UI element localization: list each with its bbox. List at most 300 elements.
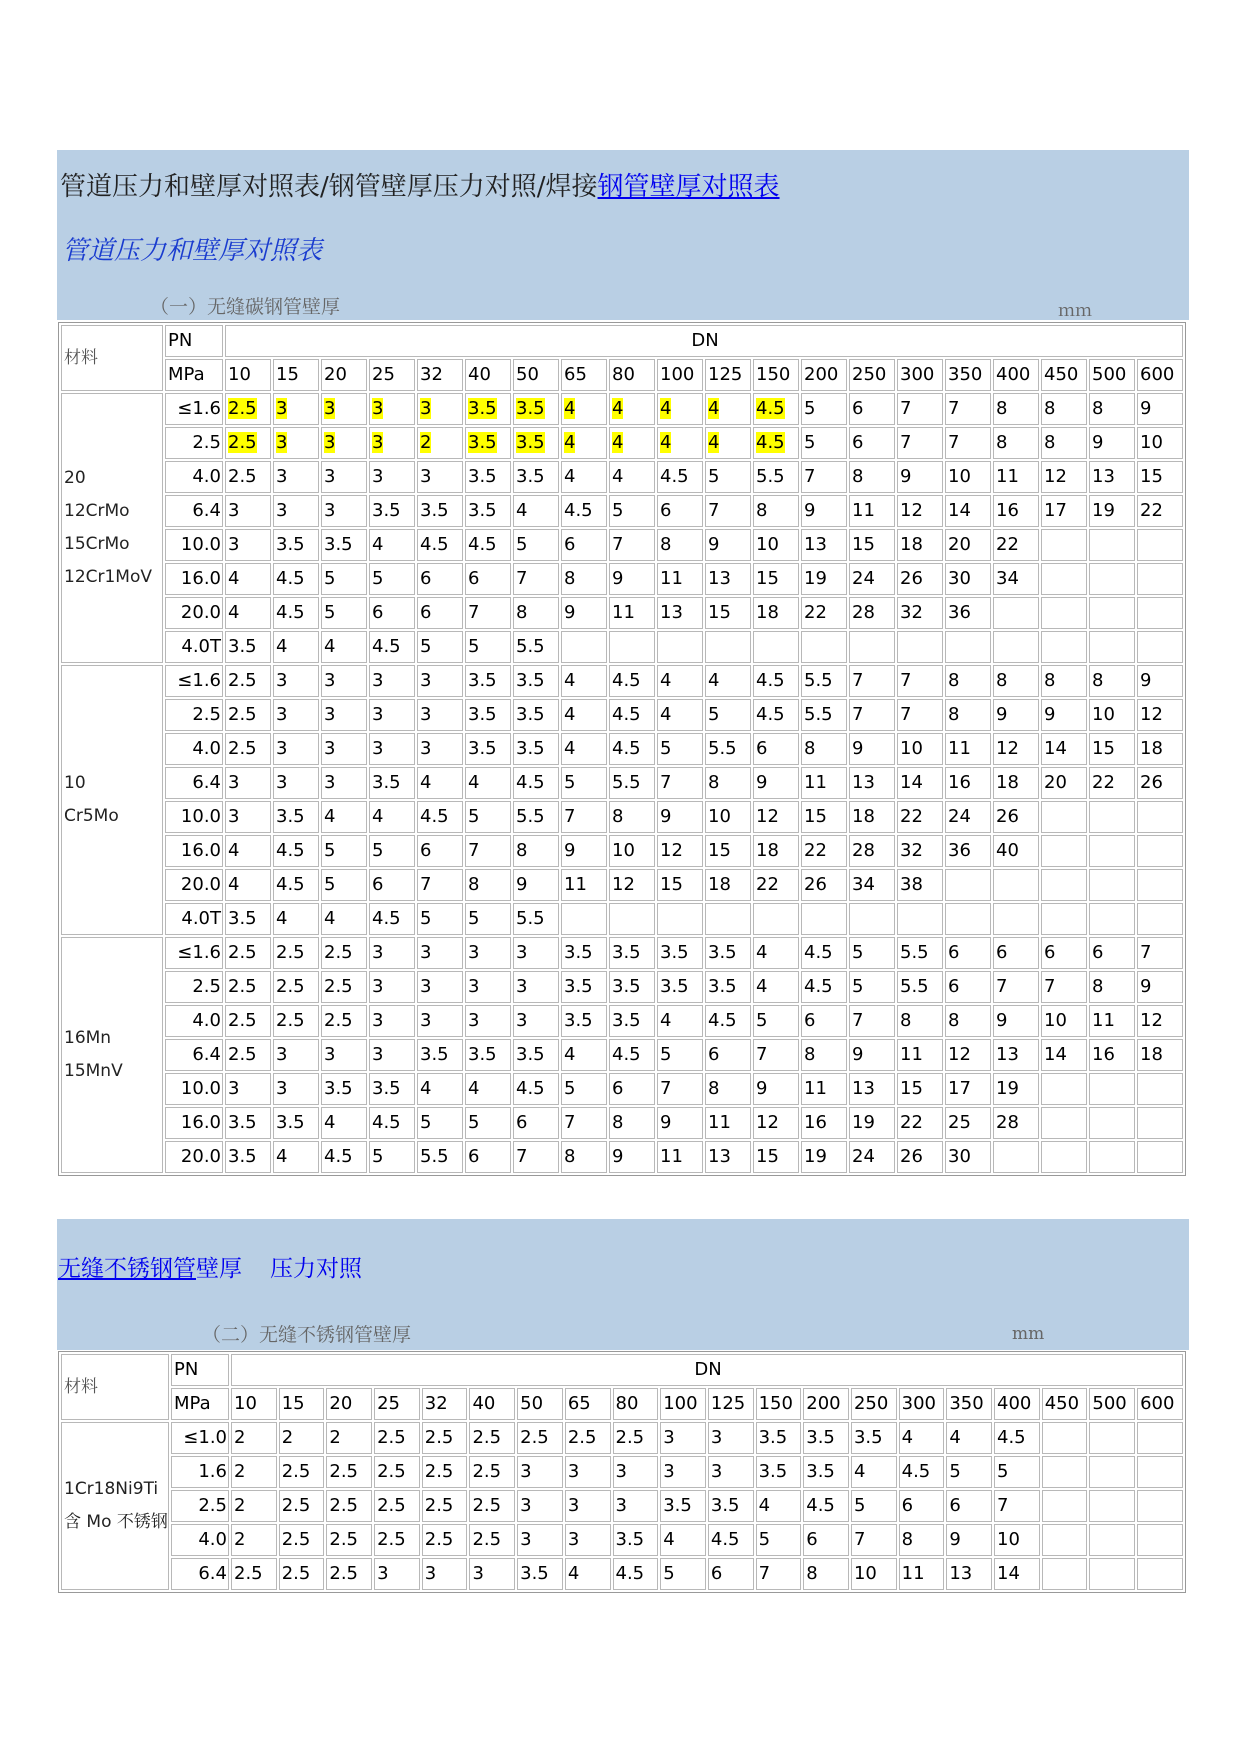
value-cell: 3.5 [561,971,607,1003]
value-cell: 4.5 [417,801,463,833]
dn-header-cell: 200 [803,1388,849,1420]
value-cell [705,393,751,425]
value-cell: 5 [513,529,559,561]
value-cell: 5 [849,937,895,969]
table-row [61,699,1183,731]
value-cell: 10 [705,801,751,833]
value-cell [225,427,271,459]
pn-cell: 16.0 [165,1107,223,1139]
value-cell: 12 [1137,1005,1183,1037]
value-cell: 20 [1041,767,1087,799]
value-cell: 4.5 [465,529,511,561]
value-cell: 3.5 [561,937,607,969]
value-cell: 3 [422,1558,468,1590]
pn-cell: ≤1.0 [171,1422,229,1454]
value-cell: 5.5 [897,971,943,1003]
value-cell: 13 [849,1073,895,1105]
value-cell: 11 [801,767,847,799]
value-cell: 6 [609,1073,655,1105]
pn-cell: 2.5 [165,699,223,731]
value-cell: 3 [369,699,415,731]
table-row [61,1490,1183,1522]
value-cell [1137,529,1183,561]
value-cell [369,427,415,459]
value-cell: 3.5 [417,495,463,527]
value-cell: 2.5 [422,1490,468,1522]
value-cell: 34 [849,869,895,901]
value-cell: 8 [657,529,703,561]
pn-cell: 6.4 [165,767,223,799]
dn-header-cell: 350 [945,359,991,391]
value-cell: 8 [705,767,751,799]
value-cell: 5 [417,1107,463,1139]
value-cell: 5 [801,393,847,425]
value-cell: 8 [945,1005,991,1037]
value-cell: 2 [231,1422,277,1454]
value-cell: 2.5 [326,1456,372,1488]
value-cell: 4 [660,1524,706,1556]
value-cell: 3 [517,1524,563,1556]
value-cell: 3.5 [657,937,703,969]
value-cell: 3 [369,1039,415,1071]
value-highlight: 3 [372,432,384,453]
page-title-prefix: 管道压力和壁厚对照表/钢管壁厚压力对照/焊接 [60,172,598,202]
carbon-steel-wall-thickness-table [58,322,1186,1176]
value-cell: 9 [849,733,895,765]
value-cell: 3.5 [225,1141,271,1173]
value-cell: 3 [417,461,463,493]
value-cell: 5 [465,801,511,833]
value-cell: 12 [945,1039,991,1071]
value-highlight: 4 [708,432,720,453]
value-highlight: 4.5 [756,432,785,453]
value-cell: 8 [513,597,559,629]
value-cell: 32 [897,835,943,867]
section2-title [58,1250,362,1283]
value-cell: 5.5 [801,665,847,697]
value-cell [1137,597,1183,629]
value-cell: 15 [705,835,751,867]
value-cell: 19 [801,1141,847,1173]
value-cell: 9 [849,1039,895,1071]
dn-header-cell: 250 [851,1388,897,1420]
value-cell: 2.5 [279,1456,325,1488]
dn-header-cell: 20 [321,359,367,391]
table-row [61,1558,1183,1590]
pn-cell: 4.0T [165,903,223,935]
value-cell: 8 [1089,665,1135,697]
value-cell [1089,631,1135,663]
value-cell: 2.5 [321,971,367,1003]
value-cell: 3.5 [465,495,511,527]
value-highlight: 4 [660,398,672,419]
value-cell: 5.5 [705,733,751,765]
value-cell: 6 [369,597,415,629]
material-name: Cr5Mo [64,806,119,826]
value-cell: 5.5 [897,937,943,969]
value-cell [1137,1073,1183,1105]
value-cell: 3.5 [225,1107,271,1139]
value-cell: 16 [945,767,991,799]
value-cell [561,631,607,663]
value-cell: 8 [801,733,847,765]
value-cell: 5 [417,903,463,935]
value-cell [753,393,799,425]
pn-cell: 4.0 [171,1524,229,1556]
dn-header-cell: 600 [1137,1388,1183,1420]
value-cell: 8 [1041,393,1087,425]
value-cell: 30 [945,1141,991,1173]
value-cell: 2.5 [422,1524,468,1556]
dn-header-cell: 200 [801,359,847,391]
value-cell: 3.5 [756,1456,802,1488]
value-cell: 3 [374,1558,420,1590]
value-cell: 11 [993,461,1039,493]
value-cell [1137,903,1183,935]
value-cell: 4 [657,699,703,731]
table-row [61,801,1183,833]
value-cell: 6 [945,937,991,969]
dn-header-cell: 400 [993,359,1039,391]
value-cell [1089,903,1135,935]
value-cell [1137,835,1183,867]
value-cell: 4.5 [613,1558,659,1590]
table-row [61,461,1183,493]
value-cell: 3.5 [417,1039,463,1071]
table-row [61,937,1183,969]
value-cell [369,393,415,425]
value-cell: 4 [273,631,319,663]
value-cell: 7 [657,1073,703,1105]
value-cell: 12 [753,801,799,833]
value-cell: 13 [657,597,703,629]
value-cell: 2.5 [326,1490,372,1522]
value-cell: 2.5 [279,1524,325,1556]
value-cell: 3.5 [273,1107,319,1139]
value-highlight: 4 [612,398,624,419]
value-cell: 10 [1089,699,1135,731]
value-cell: 6 [899,1490,945,1522]
value-cell: 3 [273,1039,319,1071]
table-row [61,835,1183,867]
value-cell: 3 [465,971,511,1003]
value-cell [609,393,655,425]
value-cell: 3 [321,767,367,799]
value-cell: 4 [753,937,799,969]
table1-unit: ｍｍ [1058,301,1092,321]
value-cell: 4 [705,665,751,697]
value-cell: 9 [609,563,655,595]
value-cell: 7 [993,971,1039,1003]
value-cell [273,427,319,459]
value-cell [1041,1107,1087,1139]
dn-header-cell: 25 [374,1388,420,1420]
value-cell: 4.5 [273,835,319,867]
value-cell [417,393,463,425]
pn-cell: 16.0 [165,835,223,867]
value-cell: 2.5 [374,1524,420,1556]
value-cell: 4 [561,699,607,731]
value-cell: 20 [945,529,991,561]
value-cell [705,903,751,935]
value-cell [849,903,895,935]
value-cell: 4 [609,461,655,493]
value-cell: 6 [417,835,463,867]
value-cell: 3 [513,1005,559,1037]
section2-title-rest2: 压力对照 [270,1256,362,1282]
value-cell: 11 [657,563,703,595]
page-title-link[interactable]: 钢管壁厚对照表 [597,172,780,202]
value-cell: 5 [417,631,463,663]
pn-cell: 4.0 [165,461,223,493]
value-cell [945,903,991,935]
value-cell: 9 [801,495,847,527]
material-name: 12CrMo [64,501,130,521]
value-cell: 2 [231,1456,277,1488]
value-cell: 5 [321,835,367,867]
value-cell: 7 [609,529,655,561]
value-cell: 5 [657,733,703,765]
value-cell: 4 [753,971,799,1003]
value-cell: 17 [945,1073,991,1105]
value-cell: 9 [705,529,751,561]
value-cell: 3.5 [657,971,703,1003]
mpa-label: MPa [165,359,223,391]
value-cell: 7 [1137,937,1183,969]
value-cell: 3 [513,937,559,969]
value-cell: 6 [465,563,511,595]
material-name: 15CrMo [64,534,130,554]
value-cell: 4 [561,461,607,493]
pn-cell: 20.0 [165,597,223,629]
value-cell: 11 [849,495,895,527]
value-cell: 9 [753,1073,799,1105]
value-cell: 17 [1041,495,1087,527]
value-cell: 4.5 [803,1490,849,1522]
value-cell: 7 [849,1005,895,1037]
value-cell [321,427,367,459]
value-cell: 3 [417,665,463,697]
value-cell: 2.5 [225,1039,271,1071]
value-cell: 15 [753,1141,799,1173]
value-cell [1042,1422,1088,1454]
value-cell: 5.5 [513,903,559,935]
value-cell: 22 [801,597,847,629]
value-cell: 18 [753,835,799,867]
value-cell [1041,529,1087,561]
value-cell: 24 [945,801,991,833]
value-cell: 7 [513,563,559,595]
table-row [61,869,1183,901]
value-cell [657,631,703,663]
value-cell: 2.5 [326,1524,372,1556]
value-cell [1041,1073,1087,1105]
value-cell [993,869,1039,901]
value-cell: 2.5 [279,1558,325,1590]
value-cell [1089,1524,1135,1556]
value-cell: 30 [945,563,991,595]
value-cell: 13 [849,767,895,799]
value-highlight: 3 [276,398,288,419]
value-cell [657,427,703,459]
value-cell: 6 [849,393,895,425]
value-cell: 3 [225,767,271,799]
pn-cell: ≤1.6 [165,393,223,425]
value-highlight: 3 [324,432,336,453]
value-cell: 3.5 [609,1005,655,1037]
value-cell [1089,563,1135,595]
table1-caption: （一）无缝碳钢管壁厚 [150,296,341,318]
table-row [61,1005,1183,1037]
value-cell: 3.5 [851,1422,897,1454]
table-row [61,665,1183,697]
value-cell: 8 [849,461,895,493]
value-cell [1137,801,1183,833]
value-cell: 3 [225,495,271,527]
value-cell [513,393,559,425]
value-cell: 11 [561,869,607,901]
value-cell: 3 [321,461,367,493]
value-cell: 3.5 [321,529,367,561]
value-cell: 12 [753,1107,799,1139]
value-cell: 4 [851,1456,897,1488]
value-cell: 5 [705,699,751,731]
value-cell: 4.5 [273,563,319,595]
value-cell: 8 [609,801,655,833]
value-cell: 8 [1041,665,1087,697]
value-cell [1137,1107,1183,1139]
value-cell: 4.5 [708,1524,754,1556]
pn-cell: 10.0 [165,1073,223,1105]
value-cell: 4.5 [994,1422,1040,1454]
value-cell: 26 [897,1141,943,1173]
value-cell: 34 [993,563,1039,595]
table-row [61,597,1183,629]
page-subtitle: 管道压力和壁厚对照表 [62,236,323,266]
value-highlight: 4 [564,432,576,453]
value-cell: 40 [993,835,1039,867]
value-cell: 2.5 [231,1558,277,1590]
value-cell: 3 [321,733,367,765]
value-cell: 2.5 [225,1005,271,1037]
value-cell: 36 [945,597,991,629]
value-cell [1137,631,1183,663]
value-cell: 7 [851,1524,897,1556]
value-cell: 3.5 [517,1558,563,1590]
value-cell: 26 [1137,767,1183,799]
material-name: 含 Mo 不锈钢 [64,1512,168,1532]
value-cell: 3.5 [803,1456,849,1488]
value-cell: 8 [753,495,799,527]
value-cell: 8 [993,427,1039,459]
value-cell: 9 [1137,971,1183,1003]
value-cell: 7 [897,427,943,459]
value-cell: 8 [705,1073,751,1105]
value-cell: 4 [417,767,463,799]
dn-header-cell: 125 [705,359,751,391]
value-cell: 6 [1089,937,1135,969]
value-cell: 9 [657,801,703,833]
value-cell: 4 [465,1073,511,1105]
value-cell: 6 [657,495,703,527]
value-cell [945,631,991,663]
value-cell: 2.5 [565,1422,611,1454]
material-name: 20 [64,468,86,488]
value-cell: 3 [517,1456,563,1488]
pn-cell: 2.5 [171,1490,229,1522]
value-cell: 22 [801,835,847,867]
value-cell [1137,1490,1183,1522]
pn-cell: 6.4 [165,1039,223,1071]
table2-caption: （二）无缝不锈钢管壁厚 [202,1324,412,1346]
value-cell: 3.5 [756,1422,802,1454]
value-cell: 12 [657,835,703,867]
value-cell: 13 [801,529,847,561]
value-cell: 19 [801,563,847,595]
value-cell [753,427,799,459]
value-highlight: 3 [372,398,384,419]
value-cell: 3.5 [465,699,511,731]
value-cell: 4 [417,1073,463,1105]
value-cell [1089,1558,1135,1590]
value-cell [609,631,655,663]
value-cell: 5.5 [753,461,799,493]
value-cell: 5 [369,1141,415,1173]
value-cell: 18 [1137,733,1183,765]
value-cell: 9 [561,835,607,867]
dn-header-cell: 25 [369,359,415,391]
value-cell: 4 [321,903,367,935]
value-cell [225,393,271,425]
dn-header-cell: 50 [513,359,559,391]
value-cell: 5 [321,563,367,595]
section2-title-link[interactable]: 无缝不锈钢管 [58,1256,196,1282]
value-cell [1137,1558,1183,1590]
pn-cell: 2.5 [165,971,223,1003]
value-cell: 5.5 [513,631,559,663]
value-cell: 3 [369,971,415,1003]
value-cell: 5 [465,903,511,935]
value-cell [1137,1456,1183,1488]
dn-header-cell: 500 [1089,1388,1135,1420]
value-cell [705,427,751,459]
value-cell: 2.5 [374,1456,420,1488]
value-cell: 5 [321,597,367,629]
value-cell [1042,1524,1088,1556]
material-header: 材料 [61,325,163,391]
value-cell: 4.5 [513,1073,559,1105]
value-cell: 3 [660,1422,706,1454]
value-highlight: 3 [420,398,432,419]
table-row [61,393,1183,425]
value-cell: 4.5 [801,937,847,969]
value-cell: 2.5 [273,971,319,1003]
value-cell [1137,563,1183,595]
value-cell: 8 [801,1039,847,1071]
value-cell: 3 [321,665,367,697]
value-cell: 7 [945,393,991,425]
value-cell: 10 [1041,1005,1087,1037]
value-cell [897,631,943,663]
value-cell: 3 [565,1490,611,1522]
value-cell: 10 [994,1524,1040,1556]
value-cell: 9 [1041,699,1087,731]
value-cell [1137,1524,1183,1556]
value-cell: 6 [465,1141,511,1173]
value-cell: 28 [849,597,895,629]
table-row [61,971,1183,1003]
value-cell: 5 [994,1456,1040,1488]
